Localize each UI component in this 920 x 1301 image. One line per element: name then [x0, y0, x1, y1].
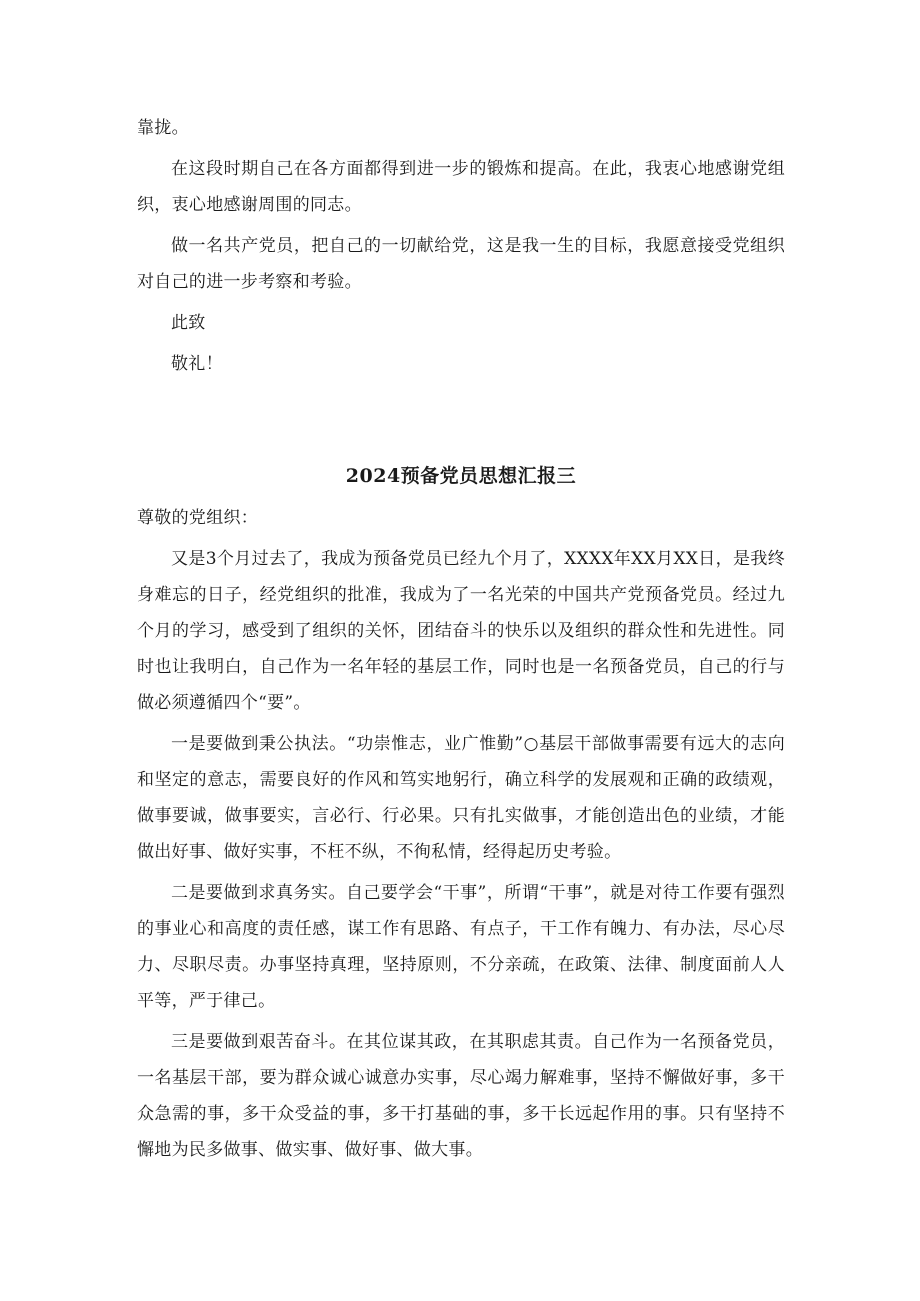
report-body	[137, 500, 785, 1168]
paragraph-continuation: 靠拢。	[137, 118, 189, 138]
closing-cizhi: 此致	[171, 313, 206, 333]
paragraph-point-one: 一是要做到秉公执法。“功崇惟志，业广惟勤”○基层干部做事需要有远大的志向和坚定的意志，需要良好的作风和笃实地躬行，确立科学的发展观和正确的政绩观，做事要诚，做事要实，言必行、行必果。只有扎实做事，才能创造出色的业绩，才能做出好事、做好实事，不枉不纵，不徇私情，经得起历史考验。	[137, 734, 785, 862]
paragraph-thanks: 在这段时期自己在各方面都得到进一步的锻炼和提高。在此，我衷心地感谢党组织，衷心地感谢周围的同志。	[137, 159, 785, 215]
paragraph-intro: 又是3个月过去了，我成为预备党员已经九个月了，XXXX年XX月XX日，是我终身难忘的日子，经党组织的批准，我成为了一名光荣的中国共产党预备党员。经过九个月的学习，感受到了组织的关怀，团结奋斗的快乐以及组织的群众性和先进性。同时也让我明白，自己作为一名年轻的基层工作，同时也是一名预备党员，自己的行与做必须遵循四个“要”。	[137, 549, 785, 713]
paragraph-point-three: 三是要做到艰苦奋斗。在其位谋其政，在其职虑其责。自己作为一名预备党员，一名基层干部，要为群众诚心诚意办实事，尽心竭力解难事，坚持不懈做好事，多干众急需的事，多干众受益的事，多干打基础的事，多干长远起作用的事。只有坚持不懈地为民多做事、做实事、做好事、做大事。	[137, 1032, 785, 1160]
closing-jingli: 敬礼！	[171, 354, 223, 374]
report-title: 2024预备党员思想汇报三	[345, 465, 577, 487]
salutation: 尊敬的党组织：	[137, 508, 259, 528]
previous-section	[137, 110, 785, 382]
paragraph-point-two: 二是要做到求真务实。自己要学会“干事”，所谓“干事”，就是对待工作要有强烈的事业心和高度的责任感，谋工作有思路、有点子，干工作有魄力、有办法，尽心尽力、尽职尽责。办事坚持真理，坚持原则，不分亲疏，在政策、法律、制度面前人人平等，严于律己。	[137, 883, 785, 1011]
paragraph-goal: 做一名共产党员，把自己的一切献给党，这是我一生的目标，我愿意接受党组织对自己的进一步考察和考验。	[137, 236, 785, 292]
